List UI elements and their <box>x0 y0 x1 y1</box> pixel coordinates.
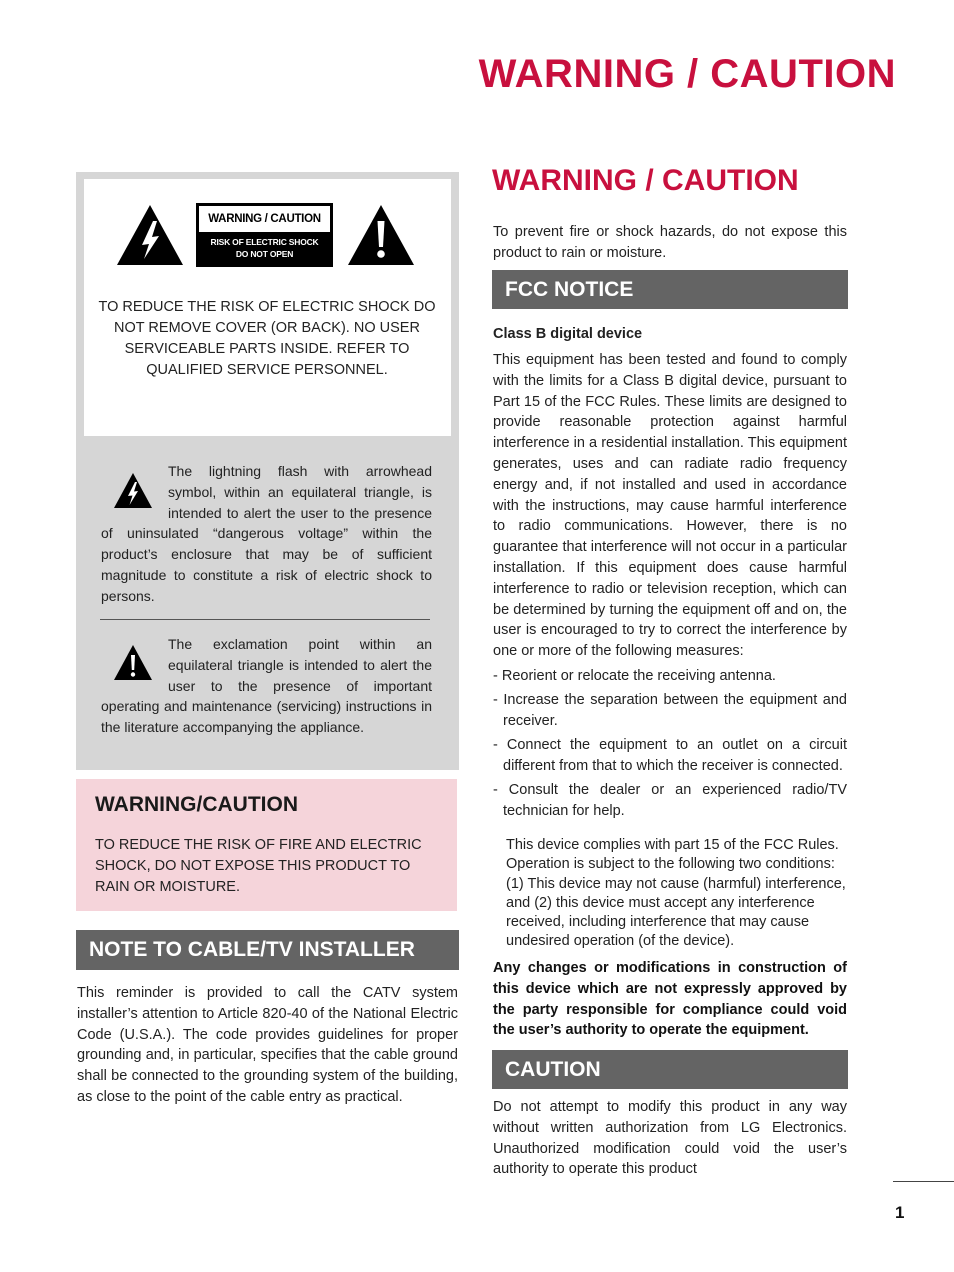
installer-text: This reminder is provided to call the CATV system installer’s attention to Article 820-40 of the National Electric Code (U.S.A.). The code provides guidelines for proper grounding and, in particular, specifies that the cable ground shall be connected to the grounding system of the building, as close to the point of the cable entry as practical. <box>77 985 458 1105</box>
lightning-description: The lightning flash with arrowhead symbol, within an equilateral triangle, is intended to alert the user to the presence of uninsulated “dangerous voltage” within the product’s enclosure that may be of sufficient magnitude to constitute a risk of electric shock to persons. <box>101 463 432 604</box>
caution-heading: CAUTION <box>505 1057 601 1081</box>
exclamation-description: The exclamation point within an equilateral triangle is intended to alert the user to the presence of important operating and maintenance (servicing) instructions in the literature accompanying the appliance. <box>101 636 432 736</box>
pink-box-heading: WARNING/CAUTION <box>95 793 298 816</box>
fcc-heading-bar <box>492 270 848 309</box>
lightning-symbol <box>101 461 168 523</box>
safety-symbols-panel <box>76 172 459 770</box>
warning-label-panel <box>84 179 451 436</box>
compliance-text: This device complies with part 15 of the FCC Rules. Operation is subject to the following two conditions: (1) This device may not cause (harmful) interference, and (2) this device must accept any interference received, including interference that may cause undesired operation (of the device). <box>506 837 846 950</box>
label-title: WARNING / CAUTION <box>199 206 330 232</box>
label-risk-text <box>199 236 330 260</box>
small-exclamation-triangle-icon <box>113 644 153 681</box>
class-b-subheading: Class B digital device <box>493 326 643 342</box>
shock-notice: TO REDUCE THE RISK OF ELECTRIC SHOCK DO NOT REMOVE COVER (OR BACK). NO USER SERVICEABLE PARTS INSIDE. REFER TO QUALIFIED SERVICE PERSONNEL. <box>98 299 436 378</box>
measure-item: - Connect the equipment to an outlet on a circuit different from that to which the receiver is connected. <box>493 737 847 774</box>
pink-box-text: TO REDUCE THE RISK OF FIRE AND ELECTRIC SHOCK, DO NOT EXPOSE THIS PRODUCT TO RAIN OR MOISTURE. <box>95 837 422 895</box>
label-line-2: DO NOT OPEN <box>235 249 294 259</box>
intro-text: To prevent fire or shock hazards, do not expose this product to rain or moisture. <box>493 224 847 261</box>
divider <box>100 619 430 620</box>
warning-caution-box <box>76 779 457 911</box>
measure-item: - Consult the dealer or an experienced radio/TV technician for help. <box>493 782 847 819</box>
lightning-triangle-icon <box>115 203 185 267</box>
label-line-1: RISK OF ELECTRIC SHOCK <box>210 237 319 247</box>
measure-item: - Reorient or relocate the receiving antenna. <box>493 668 776 684</box>
exclamation-symbol-explanation <box>101 634 432 738</box>
installer-heading: NOTE TO CABLE/TV INSTALLER <box>89 938 415 961</box>
small-lightning-triangle-icon <box>113 472 153 509</box>
page-title: WARNING / CAUTION <box>478 52 896 96</box>
page-number: 1 <box>895 1203 905 1222</box>
fcc-text: This equipment has been tested and found to comply with the limits for a Class B digital device, pursuant to Part 15 of the FCC Rules. These limits are designed to provide reasonable protection against harmful interference in a residential installation. This equipment generates, uses and can radiate radio frequency energy and, if not installed and used in accordance with the instructions, may cause harmful interference to radio communications. However, there is no guarantee that interference will not occur in a particular installation. If this equipment does cause harmful interference to radio or television reception, which can be determined by turning the equipment off and on, the user is encouraged to try to correct the interference by one or more of the following measures: <box>493 352 847 660</box>
installer-heading-bar <box>76 930 459 970</box>
footer-rule <box>893 1181 954 1182</box>
right-heading: WARNING / CAUTION <box>492 164 799 197</box>
exclamation-symbol <box>101 634 168 696</box>
fcc-heading: FCC NOTICE <box>505 277 634 301</box>
exclamation-triangle-icon <box>346 203 416 267</box>
lightning-symbol-explanation <box>101 461 432 607</box>
warning-caution-label <box>196 203 333 267</box>
caution-heading-bar <box>492 1050 848 1089</box>
caution-text: Do not attempt to modify this product in any way without written authorization from LG Electronics. Unauthorized modification could void the user’s authority to operate this product <box>493 1099 847 1178</box>
measure-item: - Increase the separation between the equipment and receiver. <box>493 692 847 729</box>
modifications-warning: Any changes or modifications in construction of this device which are not expressly approved by the party responsible for compliance could void the user’s authority to operate the equipment. <box>493 960 847 1039</box>
